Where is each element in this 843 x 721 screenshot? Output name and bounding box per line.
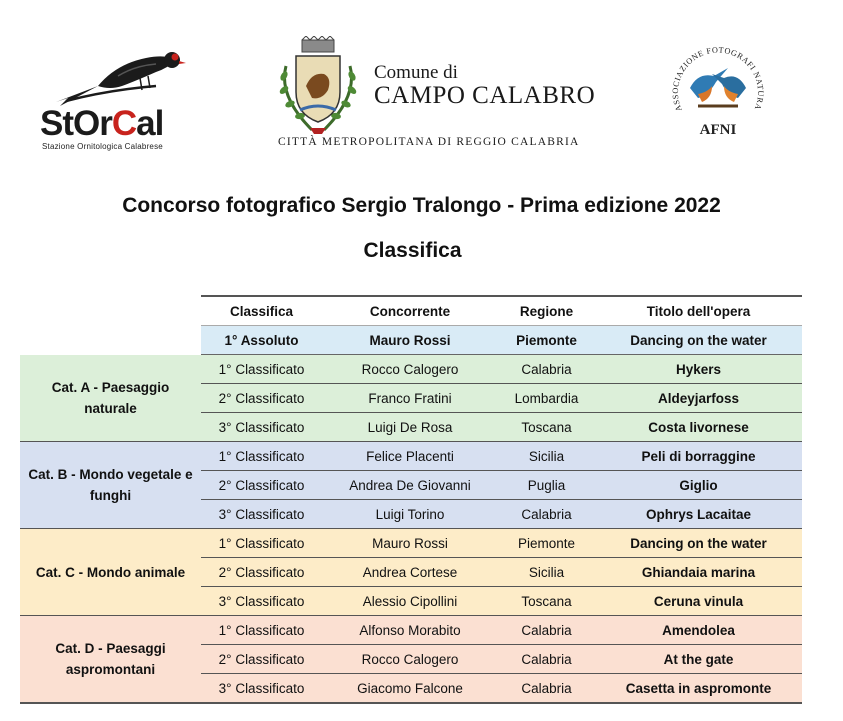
- cell-regione: Calabria: [498, 355, 595, 384]
- cell-regione: Sicilia: [498, 442, 595, 471]
- comune-line2: CAMPO CALABRO: [374, 82, 596, 109]
- category-label: Cat. D - Paesaggi aspromontani: [20, 616, 201, 704]
- cell-regione: Piemonte: [498, 326, 595, 355]
- cell-titolo: Peli di borraggine: [595, 442, 802, 471]
- afni-logo: [668, 38, 768, 154]
- cell-regione: Sicilia: [498, 558, 595, 587]
- cell-regione: Calabria: [498, 500, 595, 529]
- svg-text:AFNI: AFNI: [699, 122, 737, 138]
- category-label: Cat. C - Mondo animale: [20, 529, 201, 616]
- cell-classifica: 2° Classificato: [201, 558, 322, 587]
- cell-classifica: 1° Classificato: [201, 529, 322, 558]
- cell-titolo: Giglio: [595, 471, 802, 500]
- cell-regione: Lombardia: [498, 384, 595, 413]
- category-label: Cat. B - Mondo vegetale e funghi: [20, 442, 201, 529]
- cell-classifica: 1° Classificato: [201, 442, 322, 471]
- cell-regione: Piemonte: [498, 529, 595, 558]
- cell-classifica: 1° Classificato: [201, 616, 322, 645]
- cell-regione: Toscana: [498, 413, 595, 442]
- header-regione: Regione: [498, 296, 595, 326]
- cell-classifica: 3° Classificato: [201, 674, 322, 704]
- cell-classifica: 1° Assoluto: [201, 326, 322, 355]
- category-label: Cat. A - Paesaggio naturale: [20, 355, 201, 442]
- cell-classifica: 3° Classificato: [201, 500, 322, 529]
- storcal-wordmark: StOrCal: [40, 104, 164, 143]
- table-row-overall: [20, 326, 802, 355]
- cell-concorrente: Rocco Calogero: [322, 645, 498, 674]
- cell-titolo: Ghiandaia marina: [595, 558, 802, 587]
- cell-titolo: Ceruna vinula: [595, 587, 802, 616]
- header-concorrente: Concorrente: [322, 296, 498, 326]
- storcal-logo: [38, 46, 208, 156]
- cell-classifica: 2° Classificato: [201, 471, 322, 500]
- cell-concorrente: Luigi Torino: [322, 500, 498, 529]
- cell-concorrente: Andrea Cortese: [322, 558, 498, 587]
- cell-titolo: Amendolea: [595, 616, 802, 645]
- cell-classifica: 1° Classificato: [201, 355, 322, 384]
- cell-titolo: Ophrys Lacaitae: [595, 500, 802, 529]
- page-subtitle: Classifica: [363, 239, 462, 262]
- header-logos: [0, 0, 843, 170]
- cell-regione: Puglia: [498, 471, 595, 500]
- cell-concorrente: Mauro Rossi: [322, 529, 498, 558]
- table-header-row: [20, 296, 802, 326]
- cell-concorrente: Giacomo Falcone: [322, 674, 498, 704]
- cell-regione: Toscana: [498, 587, 595, 616]
- cell-titolo: At the gate: [595, 645, 802, 674]
- svg-text:ASSOCIAZIONE FOTOGRAFI NATURAL: ASSOCIAZIONE FOTOGRAFI NATURA: [670, 45, 766, 113]
- cell-titolo: Dancing on the water: [595, 529, 802, 558]
- cell-concorrente: Alfonso Morabito: [322, 616, 498, 645]
- table-row: [20, 442, 802, 471]
- table-row: [20, 529, 802, 558]
- header-titolo: Titolo dell'opera: [595, 296, 802, 326]
- cell-concorrente: Franco Fratini: [322, 384, 498, 413]
- cell-concorrente: Mauro Rossi: [322, 326, 498, 355]
- cell-concorrente: Felice Placenti: [322, 442, 498, 471]
- cell-titolo: Hykers: [595, 355, 802, 384]
- cell-regione: Calabria: [498, 674, 595, 704]
- header-classifica: Classifica: [201, 296, 322, 326]
- cell-classifica: 3° Classificato: [201, 587, 322, 616]
- cell-regione: Calabria: [498, 616, 595, 645]
- comune-logo: [272, 36, 622, 161]
- cell-concorrente: Luigi De Rosa: [322, 413, 498, 442]
- cell-titolo: Costa livornese: [595, 413, 802, 442]
- cell-titolo: Aldeyjarfoss: [595, 384, 802, 413]
- cell-concorrente: Andrea De Giovanni: [322, 471, 498, 500]
- crest-icon: [272, 36, 364, 136]
- cell-classifica: 2° Classificato: [201, 645, 322, 674]
- ranking-table: [20, 295, 802, 704]
- cell-concorrente: Alessio Cipollini: [322, 587, 498, 616]
- table-row: [20, 616, 802, 645]
- cell-classifica: 2° Classificato: [201, 384, 322, 413]
- storcal-subtitle: Stazione Ornitologica Calabrese: [42, 142, 163, 151]
- cell-classifica: 3° Classificato: [201, 413, 322, 442]
- page-title: Concorso fotografico Sergio Tralongo - Prima edizione 2022: [122, 194, 721, 217]
- table-row: [20, 355, 802, 384]
- kingfisher-icon: [668, 38, 768, 154]
- cell-regione: Calabria: [498, 645, 595, 674]
- comune-line3: CITTÀ METROPOLITANA DI REGGIO CALABRIA: [278, 136, 580, 148]
- comune-line1: Comune di: [374, 62, 458, 83]
- cell-titolo: Casetta in aspromonte: [595, 674, 802, 704]
- cell-concorrente: Rocco Calogero: [322, 355, 498, 384]
- cell-titolo: Dancing on the water: [595, 326, 802, 355]
